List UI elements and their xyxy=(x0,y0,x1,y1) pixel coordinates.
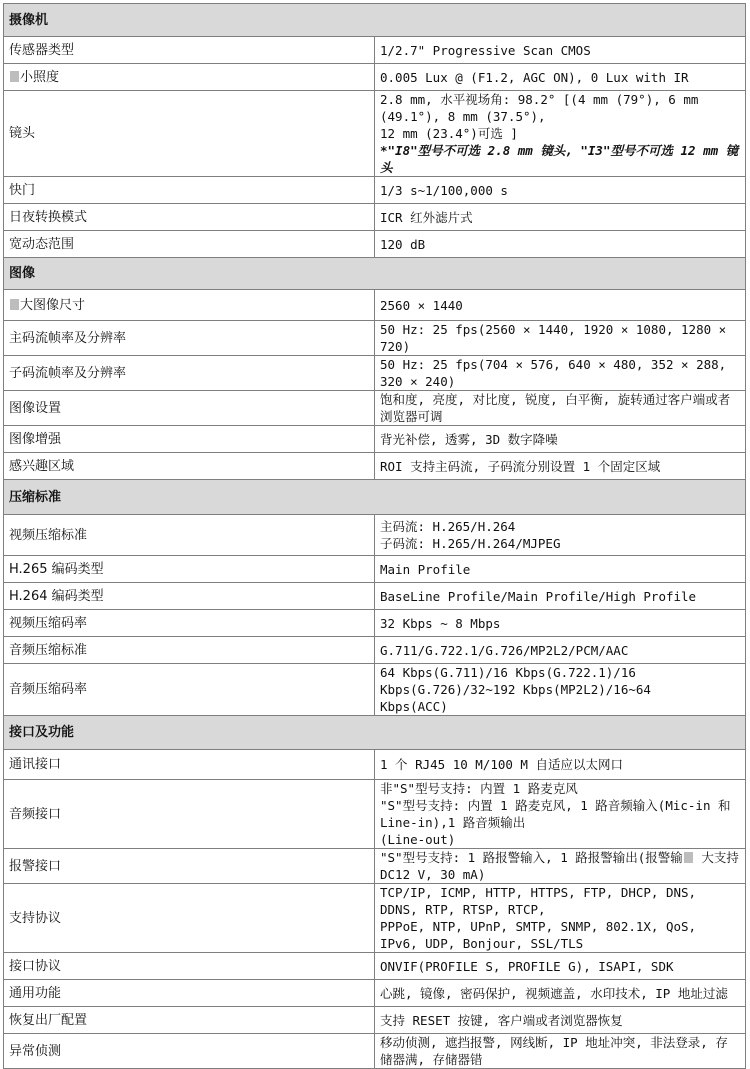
spec-row xyxy=(4,1034,746,1069)
spec-label xyxy=(4,426,375,453)
spec-value-line: 支持 RESET 按键, 客户端或者浏览器恢复 xyxy=(380,1012,623,1028)
spec-label xyxy=(4,177,375,204)
spec-value-line: 子码流: H.265/H.264/MJPEG xyxy=(380,536,561,551)
spec-value-line: ICR 红外滤片式 xyxy=(380,209,473,225)
spec-label xyxy=(4,231,375,258)
spec-value xyxy=(375,91,746,177)
spec-label-text: 子码流帧率及分辨率 xyxy=(9,365,127,381)
spec-label-text: H.264 编码类型 xyxy=(9,588,104,604)
spec-label-text: 大图像尺寸 xyxy=(20,297,86,313)
spec-row xyxy=(4,453,746,480)
spec-value xyxy=(375,515,746,556)
spec-label-text: 恢复出厂配置 xyxy=(9,1012,88,1028)
redacted-glyph xyxy=(10,299,19,310)
spec-value xyxy=(375,556,746,583)
spec-row xyxy=(4,321,746,356)
spec-value-line: ROI 支持主码流, 子码流分别设置 1 个固定区域 xyxy=(380,458,661,474)
spec-label xyxy=(4,204,375,231)
spec-row xyxy=(4,610,746,637)
spec-value-line: Kbps(ACC) xyxy=(380,699,448,714)
spec-label xyxy=(4,391,375,426)
spec-value-line: "S"型号支持: 1 路报警输入, 1 路报警输出(报警输 大支持 DC12 V, 30 mA) xyxy=(380,850,739,882)
spec-label-text: 通用功能 xyxy=(9,985,62,1001)
spec-label-text: 视频压缩码率 xyxy=(9,615,88,631)
spec-label-text: 感兴趣区域 xyxy=(9,458,75,474)
spec-label xyxy=(4,849,375,884)
spec-value xyxy=(375,177,746,204)
spec-row xyxy=(4,750,746,780)
spec-value-line: 0.005 Lux @ (F1.2, AGC ON), 0 Lux with IR xyxy=(380,69,689,85)
spec-label-text: 视频压缩标准 xyxy=(9,527,88,543)
spec-value xyxy=(375,290,746,321)
spec-value xyxy=(375,637,746,664)
section-title: 摄像机 xyxy=(4,4,746,37)
spec-value-line: 2.8 mm, 水平视场角: 98.2° [(4 mm (79°), 6 mm (49.1°), 8 mm (37.5°), xyxy=(380,92,699,124)
section-header-row xyxy=(4,480,746,515)
spec-label-text: 音频压缩码率 xyxy=(9,682,88,697)
spec-label xyxy=(4,37,375,64)
spec-row xyxy=(4,391,746,426)
spec-label xyxy=(4,664,375,716)
section-title: 接口及功能 xyxy=(4,716,746,750)
spec-row xyxy=(4,953,746,980)
spec-value-line: 饱和度, 亮度, 对比度, 锐度, 白平衡, 旋转通过客户端或者浏览器可调 xyxy=(380,392,731,424)
spec-label xyxy=(4,556,375,583)
spec-value xyxy=(375,1034,746,1069)
section-header-row xyxy=(4,716,746,750)
spec-value xyxy=(375,231,746,258)
spec-label-text: 异常侦测 xyxy=(9,1043,62,1059)
spec-row xyxy=(4,884,746,953)
spec-value-line: TCP/IP, ICMP, HTTP, HTTPS, FTP, DHCP, DNS, DDNS, RTP, RTSP, RTCP, xyxy=(380,885,697,917)
spec-label-text: 接口协议 xyxy=(9,958,62,974)
spec-row xyxy=(4,356,746,391)
spec-value-line: 背光补偿, 透雾, 3D 数字降噪 xyxy=(380,431,558,447)
spec-value xyxy=(375,664,746,716)
spec-label-text: 通讯接口 xyxy=(9,757,62,772)
spec-row xyxy=(4,849,746,884)
spec-label-text: 传感器类型 xyxy=(9,42,75,58)
spec-label xyxy=(4,321,375,356)
section-header-row xyxy=(4,4,746,37)
section-title: 图像 xyxy=(4,258,746,290)
spec-row xyxy=(4,290,746,321)
spec-label-text: 主码流帧率及分辨率 xyxy=(9,330,127,346)
spec-label xyxy=(4,980,375,1007)
spec-value-line: 1/2.7" Progressive Scan CMOS xyxy=(380,42,591,58)
spec-value-line: Main Profile xyxy=(380,561,471,577)
spec-label-text: 小照度 xyxy=(20,69,60,85)
spec-value-line: 50 Hz: 25 fps(2560 × 1440, 1920 × 1080, 1280 × 720) xyxy=(380,322,727,354)
spec-value xyxy=(375,884,746,953)
spec-label xyxy=(4,91,375,177)
spec-label xyxy=(4,290,375,321)
spec-label-text: 图像设置 xyxy=(9,400,62,416)
spec-value-line: 移动侦测, 遮挡报警, 网线断, IP 地址冲突, 非法登录, 存储器满, 存储器错 xyxy=(380,1035,728,1067)
spec-row xyxy=(4,231,746,258)
spec-value xyxy=(375,980,746,1007)
spec-row xyxy=(4,637,746,664)
spec-value-line: 1 个 RJ45 10 M/100 M 自适应以太网口 xyxy=(380,757,623,772)
spec-label xyxy=(4,610,375,637)
spec-row xyxy=(4,556,746,583)
spec-label xyxy=(4,1007,375,1034)
spec-note: *"I8"型号不可选 2.8 mm 镜头, "I3"型号不可选 12 mm 镜头 xyxy=(380,143,739,175)
spec-value-line: 1/3 s~1/100,000 s xyxy=(380,182,508,198)
spec-label xyxy=(4,884,375,953)
spec-row xyxy=(4,664,746,716)
section-title: 压缩标准 xyxy=(4,480,746,515)
spec-value-line: "S"型号支持: 内置 1 路麦克风, 1 路音频输入(Mic-in 和 Line-in),1 路音频输出 xyxy=(380,798,731,830)
spec-value-line: 12 mm (23.4°)可选 ] xyxy=(380,126,518,141)
spec-value xyxy=(375,426,746,453)
redacted-glyph xyxy=(684,852,693,863)
spec-value-line: 120 dB xyxy=(380,236,426,252)
spec-label xyxy=(4,453,375,480)
spec-row xyxy=(4,980,746,1007)
spec-value xyxy=(375,953,746,980)
section-header-row xyxy=(4,258,746,290)
spec-row xyxy=(4,64,746,91)
spec-label-text: 报警接口 xyxy=(9,858,62,874)
spec-row xyxy=(4,1007,746,1034)
spec-value-line: G.711/G.722.1/G.726/MP2L2/PCM/AAC xyxy=(380,642,629,658)
spec-label-text: 日夜转换模式 xyxy=(9,209,88,225)
spec-label xyxy=(4,515,375,556)
spec-label xyxy=(4,953,375,980)
spec-value xyxy=(375,583,746,610)
spec-value xyxy=(375,1007,746,1034)
spec-value xyxy=(375,849,746,884)
spec-row xyxy=(4,426,746,453)
spec-value-line: 50 Hz: 25 fps(704 × 576, 640 × 480, 352 × 288, 320 × 240) xyxy=(380,357,727,389)
spec-label-text: 音频压缩标准 xyxy=(9,642,88,658)
spec-row xyxy=(4,37,746,64)
spec-row xyxy=(4,515,746,556)
spec-row xyxy=(4,204,746,231)
spec-value xyxy=(375,750,746,780)
spec-row xyxy=(4,583,746,610)
spec-value-line: 64 Kbps(G.711)/16 Kbps(G.722.1)/16 Kbps(G.726)/32~192 Kbps(MP2L2)/16~64 xyxy=(380,665,651,697)
spec-value-line: 非"S"型号支持: 内置 1 路麦克风 xyxy=(380,781,578,796)
spec-label-text: 宽动态范围 xyxy=(9,236,75,252)
spec-value xyxy=(375,610,746,637)
spec-label-text: 图像增强 xyxy=(9,431,62,447)
spec-value xyxy=(375,453,746,480)
spec-value-line: (Line-out) xyxy=(380,832,456,847)
spec-label-text: 支持协议 xyxy=(9,910,62,926)
spec-value xyxy=(375,391,746,426)
spec-value xyxy=(375,37,746,64)
redacted-glyph xyxy=(10,71,19,82)
spec-value xyxy=(375,204,746,231)
spec-label xyxy=(4,356,375,391)
spec-value-line: PPPoE, NTP, UPnP, SMTP, SNMP, 802.1X, QoS, IPv6, UDP, Bonjour, SSL/TLS xyxy=(380,919,697,951)
spec-value-line: 2560 × 1440 xyxy=(380,297,463,313)
spec-label-text: 快门 xyxy=(9,182,36,198)
spec-value xyxy=(375,356,746,391)
spec-value-line: 心跳, 镜像, 密码保护, 视频遮盖, 水印技术, IP 地址过滤 xyxy=(380,985,728,1001)
spec-label-text: H.265 编码类型 xyxy=(9,561,104,577)
spec-label xyxy=(4,780,375,849)
spec-label xyxy=(4,583,375,610)
spec-label xyxy=(4,64,375,91)
spec-label-text: 镜头 xyxy=(9,126,36,141)
spec-row xyxy=(4,780,746,849)
spec-value-line: ONVIF(PROFILE S, PROFILE G), ISAPI, SDK xyxy=(380,958,674,974)
spec-row xyxy=(4,91,746,177)
spec-row xyxy=(4,177,746,204)
spec-table-body xyxy=(4,4,746,1069)
spec-label xyxy=(4,750,375,780)
spec-label xyxy=(4,637,375,664)
spec-table xyxy=(3,3,746,1069)
spec-label-text: 音频接口 xyxy=(9,806,62,822)
spec-value-line: BaseLine Profile/Main Profile/High Profile xyxy=(380,588,697,604)
spec-label xyxy=(4,1034,375,1069)
spec-value xyxy=(375,64,746,91)
spec-value-line: 32 Kbps ~ 8 Mbps xyxy=(380,615,501,631)
spec-value xyxy=(375,321,746,356)
spec-value-line: 主码流: H.265/H.264 xyxy=(380,519,516,534)
spec-value xyxy=(375,780,746,849)
